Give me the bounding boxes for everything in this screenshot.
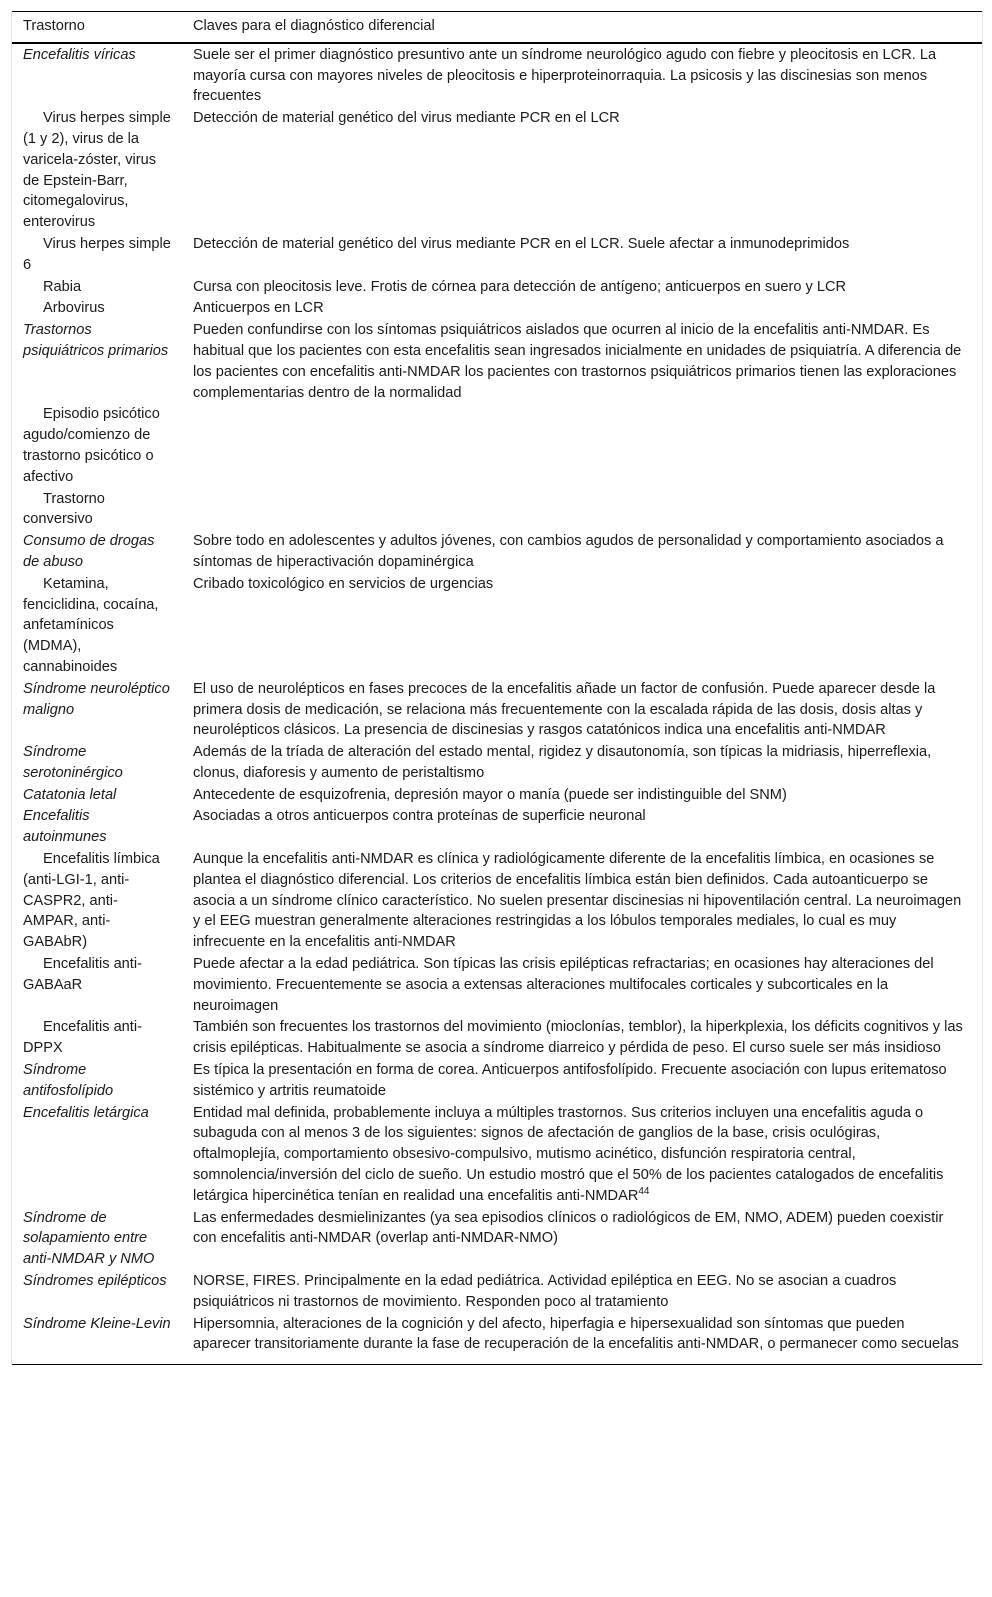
table-row-category — [12, 1271, 982, 1314]
diagnostic-keys-text: Cribado toxicológico en servicios de urgencias — [193, 575, 494, 592]
differential-diagnosis-table-container — [11, 11, 983, 1365]
condition-category: Síndrome neuroléptico maligno — [23, 680, 170, 718]
condition-category: Trastornos psiquiátricos primarios — [23, 322, 169, 359]
diagnostic-keys-text: Antecedente de esquizofrenia, depresión mayor o manía (puede ser indistinguible del SNM) — [193, 786, 787, 803]
condition-category: Encefalitis letárgica — [23, 1104, 149, 1121]
condition-category: Síndrome de solapamiento entre anti-NMDAR y NMO — [23, 1209, 155, 1268]
table-row-subitem — [12, 108, 982, 234]
diagnostic-keys-cell — [182, 954, 982, 1017]
diagnostic-keys-text: Suele ser el primer diagnóstico presuntivo ante un síndrome neurológico agudo con fiebre y pleocitosis en LCR. La mayoría cursa con mayores niveles de pleocitosis e hiperproteinorraquia. La psicosis y las discinesias son menos frecuentes — [193, 46, 937, 105]
condition-category: Consumo de drogas de abuso — [23, 533, 155, 570]
diagnostic-keys-cell — [182, 849, 982, 954]
table-row-subitem — [12, 404, 982, 488]
diagnostic-keys-cell — [182, 43, 982, 108]
diagnostic-keys-cell — [182, 785, 982, 807]
table-row-subitem — [12, 574, 982, 679]
diagnostic-keys-cell — [182, 404, 982, 488]
table-row-subitem — [12, 849, 982, 954]
condition-subitem: Virus herpes simple 6 — [23, 235, 171, 273]
diagnostic-keys-cell — [182, 298, 982, 320]
diagnostic-keys-cell — [182, 531, 982, 574]
table-row-subitem — [12, 489, 982, 532]
table-row-subitem — [12, 234, 982, 277]
table-row-category — [12, 1060, 982, 1103]
diagnostic-keys-cell — [182, 277, 982, 299]
diagnostic-keys-text: Es típica la presentación en forma de corea. Anticuerpos antifosfolípido. Frecuente asociación con lupus eritematoso sistémico y artritis reumatoide — [193, 1062, 947, 1099]
condition-category: Encefalitis autoinmunes — [23, 808, 107, 846]
table-row-subitem — [12, 277, 982, 299]
diagnostic-keys-cell — [182, 234, 982, 277]
condition-category: Síndrome antifosfolípido — [23, 1062, 114, 1099]
table-row-category — [12, 785, 982, 807]
condition-category: Encefalitis víricas — [23, 46, 136, 63]
diagnostic-keys-text: Entidad mal definida, probablemente incluya a múltiples trastornos. Sus criterios incluyen una encefalitis aguda o subaguda con al menos 3 de los siguientes: signos de afectación de ganglios de la base, crisis oculógiras, oftalmoplejía, comportamiento obsesivo-compulsivo, mutismo acinético, disfunción respiratoria central, somnolencia/inversión del ciclo de sueño. Un estudio mostró que el 50% de los pacientes catalogados de encefalitis letárgica hipercinética tenían en realidad una encefalitis anti-NMDAR — [193, 1104, 944, 1204]
differential-diagnosis-table — [12, 11, 982, 1365]
diagnostic-keys-text: Anticuerpos en LCR — [193, 300, 324, 317]
condition-subitem: Arbovirus — [43, 300, 105, 317]
condition-subitem: Encefalitis anti-GABAaR — [23, 956, 142, 993]
table-row-subitem — [12, 954, 982, 1017]
diagnostic-keys-text: Asociadas a otros anticuerpos contra proteínas de superficie neuronal — [193, 808, 646, 825]
diagnostic-keys-text: NORSE, FIRES. Principalmente en la edad pediátrica. Actividad epiléptica en EEG. No se asocian a cuadros psiquiátricos ni trastornos de movimiento. Responden poco al tratamiento — [193, 1273, 897, 1310]
diagnostic-keys-text: Pueden confundirse con los síntomas psiquiátricos aislados que ocurren al inicio de la encefalitis anti-NMDAR. Es habitual que los pacientes con esta encefalitis sean ingresados inicialmente en unidades de psiquiatría. A diferencia de los pacientes con encefalitis anti-NMDAR los pacientes con trastornos psiquiátricos primarios tienen las exploraciones complementarias dentro de la normalidad — [193, 322, 962, 401]
table-row-category — [12, 531, 982, 574]
diagnostic-keys-text: Hipersomnia, alteraciones de la cognición y del afecto, hiperfagia e hipersexualidad son síntomas que pueden aparecer transitoriamente durante la fase de recuperación de la encefalitis anti-NMDAR, o permanecer como secuelas — [193, 1315, 959, 1353]
diagnostic-keys-cell — [182, 108, 982, 234]
table-row-category — [12, 43, 982, 108]
reference-superscript: 44 — [638, 1185, 650, 1197]
diagnostic-keys-cell — [182, 1060, 982, 1103]
table-header — [12, 12, 982, 43]
condition-subitem: Ketamina, fenciclidina, cocaína, anfetamínicos (MDMA), cannabinoides — [23, 575, 159, 675]
condition-subitem: Virus herpes simple (1 y 2), virus de la varicela-zóster, virus de Epstein-Barr, citomegalovirus, enterovirus — [23, 110, 171, 231]
table-row-subitem — [12, 1017, 982, 1060]
table-row-category — [12, 679, 982, 742]
table-row-category — [12, 1208, 982, 1271]
table-row-category — [12, 806, 982, 849]
condition-category: Catatonia letal — [23, 786, 117, 803]
condition-subitem: Encefalitis anti-DPPX — [23, 1019, 142, 1057]
table-row-category — [12, 320, 982, 404]
diagnostic-keys-text: Detección de material genético del virus mediante PCR en el LCR — [193, 110, 620, 127]
diagnostic-keys-text: Sobre todo en adolescentes y adultos jóvenes, con cambios agudos de personalidad y comportamiento asociados a síntomas de hiperactivación dopaminérgica — [193, 533, 944, 570]
diagnostic-keys-text: Las enfermedades desmielinizantes (ya sea episodios clínicos o radiológicos de EM, NMO, ADEM) pueden coexistir con encefalitis anti-NMDAR (overlap anti-NMDAR-NMO) — [193, 1209, 944, 1247]
table-row-category — [12, 1103, 982, 1208]
condition-subitem: Rabia — [43, 278, 82, 295]
condition-category: Síndrome Kleine-Levin — [23, 1315, 171, 1332]
table-body — [12, 43, 982, 1365]
diagnostic-keys-text: Detección de material genético del virus mediante PCR en el LCR. Suele afectar a inmunodeprimidos — [193, 235, 850, 252]
diagnostic-keys-cell — [182, 806, 982, 849]
condition-subitem: Encefalitis límbica (anti-LGI-1, anti-CASPR2, anti-AMPAR, anti-GABAbR) — [23, 851, 160, 951]
diagnostic-keys-cell — [182, 1314, 982, 1365]
diagnostic-keys-text: Puede afectar a la edad pediátrica. Son típicas las crisis epilépticas refractarias; en ocasiones hay alteraciones del movimiento. Frecuentemente se asocia a extensas alteraciones multifocales corticales y subcorticales en la neuroimagen — [193, 956, 934, 1014]
condition-subitem: Episodio psicótico agudo/comienzo de trastorno psicótico o afectivo — [23, 406, 160, 485]
condition-category: Síndrome serotoninérgico — [23, 744, 123, 781]
diagnostic-keys-text: Cursa con pleocitosis leve. Frotis de córnea para detección de antígeno; anticuerpos en suero y LCR — [193, 278, 847, 295]
diagnostic-keys-cell — [182, 320, 982, 404]
condition-subitem: Trastorno conversivo — [23, 490, 105, 528]
table-row-category — [12, 742, 982, 785]
diagnostic-keys-text: También son frecuentes los trastornos del movimiento (mioclonías, temblor), la hiperkplexia, los déficits cognitivos y las crisis epilépticas. Habitualmente se asocia a síndrome diarreico y pérdida de peso. El curso suele ser más insidioso — [193, 1019, 963, 1057]
diagnostic-keys-cell — [182, 742, 982, 785]
diagnostic-keys-cell — [182, 489, 982, 532]
header-keys: Claves para el diagnóstico diferencial — [182, 12, 982, 43]
diagnostic-keys-cell — [182, 1103, 982, 1208]
table-row-subitem — [12, 298, 982, 320]
diagnostic-keys-cell — [182, 1017, 982, 1060]
header-row — [12, 12, 982, 43]
diagnostic-keys-text: El uso de neurolépticos en fases precoces de la encefalitis añade un factor de confusión. Puede aparecer desde la primera dosis de medicación, se relaciona más frecuentemente con la escalada rápida de las dosis, dosis altas y neurolépticos clásicos. La presencia de discinesias y rasgos catatónicos indica una encefalitis anti-NMDAR — [193, 680, 936, 739]
diagnostic-keys-text: Además de la tríada de alteración del estado mental, rigidez y disautonomía, son típicas la midriasis, hiperreflexia, clonus, diaforesis y aumento de peristaltismo — [193, 744, 932, 781]
diagnostic-keys-cell — [182, 1271, 982, 1314]
diagnostic-keys-cell — [182, 679, 982, 742]
diagnostic-keys-cell — [182, 574, 982, 679]
diagnostic-keys-text: Aunque la encefalitis anti-NMDAR es clínica y radiológicamente diferente de la encefalitis límbica, en ocasiones se plantea el diagnóstico diferencial. Los criterios de encefalitis límbica están bien definidos. Cada autoanticuerpo se asocia a un síndrome clínico característico. No suelen presentar discinesias ni hipoventilación central. La neuroimagen y el EEG muestran generalmente alteraciones restringidas a los lóbulos temporales mediales, lo cual es muy infrecuente en la encefalitis anti-NMDAR — [193, 851, 962, 951]
diagnostic-keys-cell — [182, 1208, 982, 1271]
condition-category: Síndromes epilépticos — [23, 1273, 167, 1290]
header-condition: Trastorno — [12, 12, 182, 43]
table-row-category — [12, 1314, 982, 1365]
